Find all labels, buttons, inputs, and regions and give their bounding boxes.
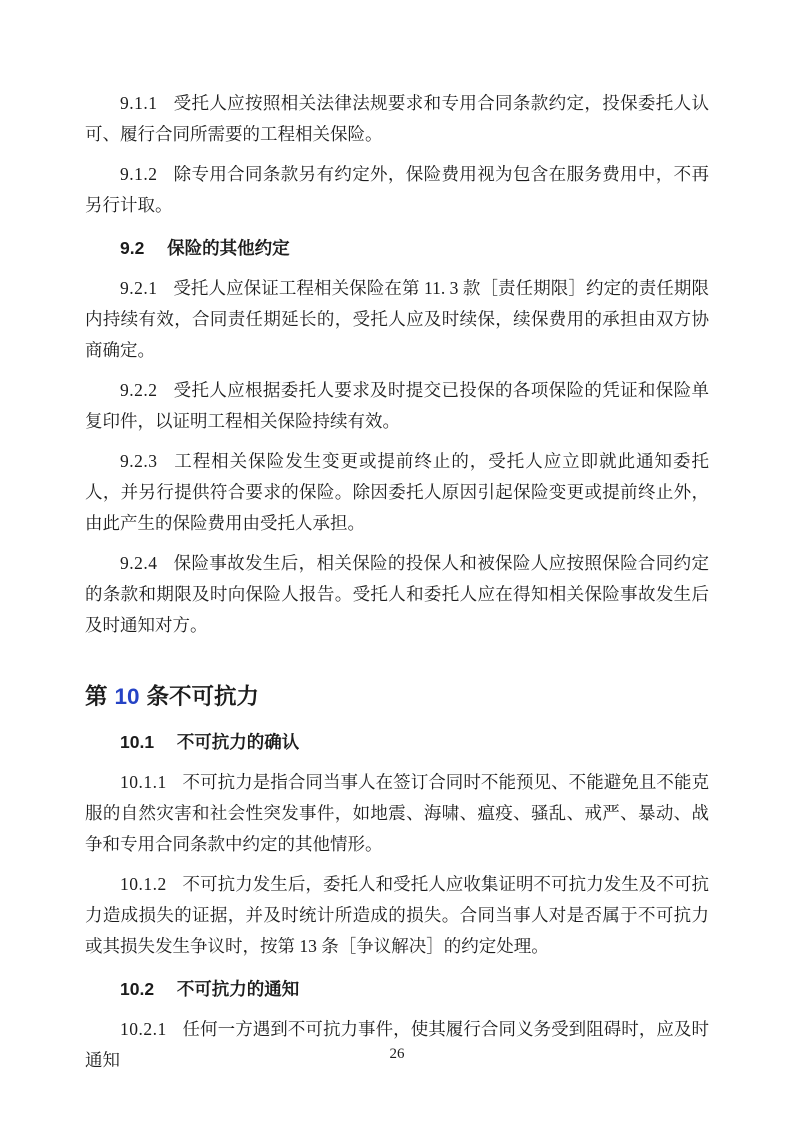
chapter-10-heading bbox=[85, 679, 709, 715]
clause-text: 保险事故发生后，相关保险的投保人和被保险人应按照保险合同约定的条款和期限及时向保险人报告。受托人和委托人应在得知相关保险事故发生后及时通知对方。 bbox=[85, 553, 709, 635]
section-heading-10-2 bbox=[85, 974, 709, 1005]
clause-text: 工程相关保险发生变更或提前终止的，受托人应立即就此通知委托人，并另行提供符合要求的保险。除因委托人原因引起保险变更或提前终止外，由此产生的保险费用由受托人承担。 bbox=[85, 451, 709, 533]
clause-9-1-1 bbox=[85, 88, 709, 150]
clause-number: 9.1.1 bbox=[120, 93, 158, 113]
section-heading-9-2 bbox=[85, 233, 709, 264]
clause-9-2-1 bbox=[85, 273, 709, 366]
section-number: 10.1 bbox=[120, 732, 155, 752]
clause-text: 不可抗力是指合同当事人在签订合同时不能预见、不能避免且不能克服的自然灾害和社会性突发事件，如地震、海啸、瘟疫、骚乱、戒严、暴动、战争和专用合同条款中约定的其他情形。 bbox=[85, 772, 709, 854]
chapter-number: 10 bbox=[114, 684, 140, 709]
clause-number: 9.2.1 bbox=[120, 278, 158, 298]
clause-text: 不可抗力发生后，委托人和受托人应收集证明不可抗力发生及不可抗力造成损失的证据，并及时统计所造成的损失。合同当事人对是否属于不可抗力或其损失发生争议时，按第 13 条［争议解决］的约定处理。 bbox=[85, 874, 709, 956]
chapter-heading-prefix: 第 bbox=[85, 684, 108, 709]
clause-number: 9.2.2 bbox=[120, 380, 158, 400]
section-title: 不可抗力的确认 bbox=[176, 732, 300, 752]
section-title: 保险的其他约定 bbox=[167, 238, 290, 258]
clause-text: 任何一方遇到不可抗力事件，使其履行合同义务受到阻碍时，应及时通知 bbox=[85, 1019, 709, 1070]
clause-text: 受托人应按照相关法律法规要求和专用合同条款约定，投保委托人认可、履行合同所需要的工程相关保险。 bbox=[85, 93, 709, 144]
clause-text: 受托人应保证工程相关保险在第 11. 3 款［责任期限］约定的责任期限内持续有效，合同责任期延长的，受托人应及时续保，续保费用的承担由双方协商确定。 bbox=[85, 278, 709, 360]
section-number: 9.2 bbox=[120, 238, 145, 258]
clause-number: 10.1.1 bbox=[120, 772, 167, 792]
clause-number: 9.2.3 bbox=[120, 451, 158, 471]
clause-number: 10.1.2 bbox=[120, 874, 167, 894]
chapter-heading-suffix: 条不可抗力 bbox=[146, 684, 260, 709]
clause-number: 10.2.1 bbox=[120, 1019, 167, 1039]
page-number: 26 bbox=[389, 1046, 405, 1062]
clause-text: 除专用合同条款另有约定外，保险费用视为包含在服务费用中，不再另行计取。 bbox=[85, 164, 709, 215]
clause-9-2-4 bbox=[85, 548, 709, 641]
clause-number: 9.1.2 bbox=[120, 164, 158, 184]
clause-text: 受托人应根据委托人要求及时提交已投保的各项保险的凭证和保险单复印件，以证明工程相关保险持续有效。 bbox=[85, 380, 709, 431]
clause-9-2-2 bbox=[85, 375, 709, 437]
section-number: 10.2 bbox=[120, 979, 155, 999]
clause-10-1-1 bbox=[85, 767, 709, 860]
clause-9-1-2 bbox=[85, 159, 709, 221]
clause-number: 9.2.4 bbox=[120, 553, 158, 573]
section-heading-10-1 bbox=[85, 727, 709, 758]
clause-9-2-3 bbox=[85, 446, 709, 539]
section-title: 不可抗力的通知 bbox=[176, 979, 300, 999]
clause-10-1-2 bbox=[85, 869, 709, 962]
